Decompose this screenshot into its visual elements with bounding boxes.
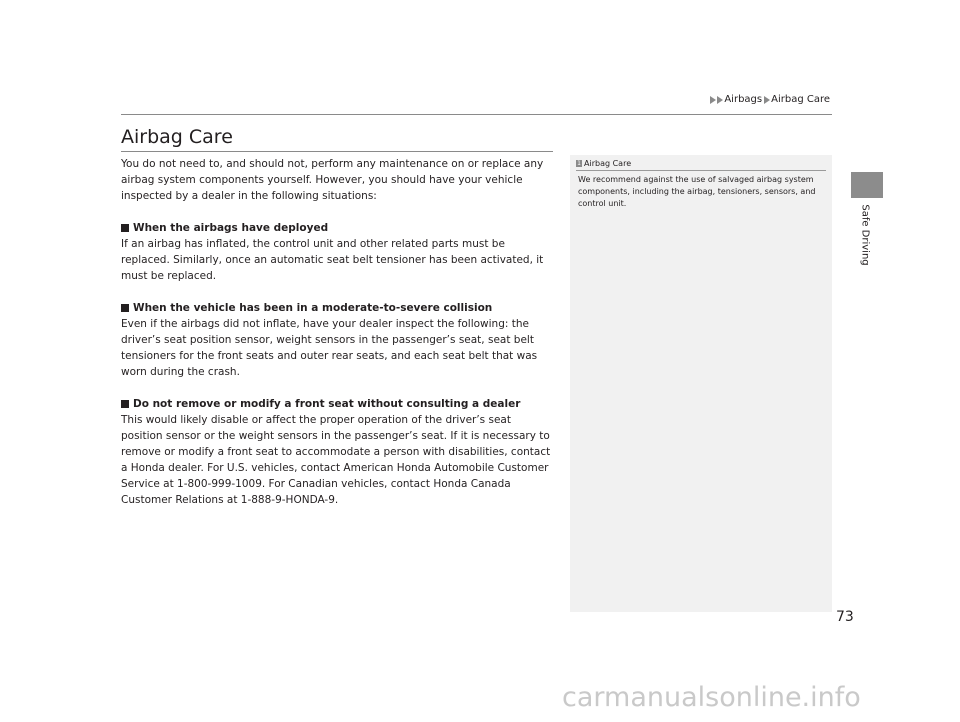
breadcrumb bbox=[710, 94, 832, 105]
breadcrumb-item-airbag-care[interactable]: Airbag Care bbox=[771, 94, 830, 105]
page-number: 73 bbox=[836, 609, 854, 625]
black-square-icon bbox=[121, 224, 129, 232]
side-note-divider bbox=[576, 170, 826, 171]
black-square-icon bbox=[121, 400, 129, 408]
section-body: If an airbag has inflated, the control unit and other related parts must be replaced. Similarly, once an automatic seat belt tensioner has been activated, it must be replaced. bbox=[121, 238, 544, 282]
breadcrumb-item-airbags[interactable]: Airbags bbox=[724, 94, 763, 105]
side-note-title: Airbag Care bbox=[584, 159, 632, 168]
breadcrumb-arrow-icon bbox=[764, 96, 770, 104]
intro-paragraph: You do not need to, and should not, perform any maintenance on or replace any airbag system components yourself. However, you should have your vehicle inspected by a dealer in the following situations: bbox=[121, 158, 544, 202]
breadcrumb-arrow-icon bbox=[717, 96, 723, 104]
section-tab-label: Safe Driving bbox=[859, 204, 871, 266]
black-square-icon bbox=[121, 304, 129, 312]
watermark: carmanualsonline.info bbox=[562, 682, 861, 713]
section-body: Even if the airbags did not inflate, have your dealer inspect the following: the driver’s seat position sensor, weight sensors in the passenger’s seat, seat belt tensioners for the front seats and outer rear seats, and each seat belt that was worn during the crash. bbox=[121, 318, 538, 378]
section-heading bbox=[121, 220, 551, 236]
title-divider bbox=[121, 151, 553, 152]
section-tab bbox=[851, 172, 883, 198]
note-marker-icon: 1 bbox=[577, 160, 581, 167]
side-note bbox=[570, 155, 832, 612]
page-title: Airbag Care bbox=[121, 126, 233, 148]
section-heading bbox=[121, 396, 551, 412]
section-heading-text: When the vehicle has been in a moderate-to-severe collision bbox=[133, 302, 493, 314]
main-content bbox=[121, 156, 551, 508]
side-note-text: We recommend against the use of salvaged airbag system components, including the airbag, tensioners, sensors, and control unit. bbox=[578, 175, 816, 208]
section-body: This would likely disable or affect the proper operation of the driver’s seat position sensor or the weight sensors in the passenger’s seat. If it is necessary to remove or modify a front seat to accommodate a person with disabilities, contact a Honda dealer. For U.S. vehicles, contact American Honda Automobile Customer Service at 1-800-999-1009. For Canadian vehicles, contact Honda Canada Customer Relations at 1-888-9-HONDA-9. bbox=[121, 414, 551, 506]
header-divider bbox=[121, 114, 832, 115]
breadcrumb-arrow-icon bbox=[710, 96, 716, 104]
section-heading bbox=[121, 300, 551, 316]
section-heading-text: When the airbags have deployed bbox=[133, 222, 329, 234]
side-note-header bbox=[576, 159, 826, 168]
section-heading-text: Do not remove or modify a front seat without consulting a dealer bbox=[133, 398, 521, 410]
